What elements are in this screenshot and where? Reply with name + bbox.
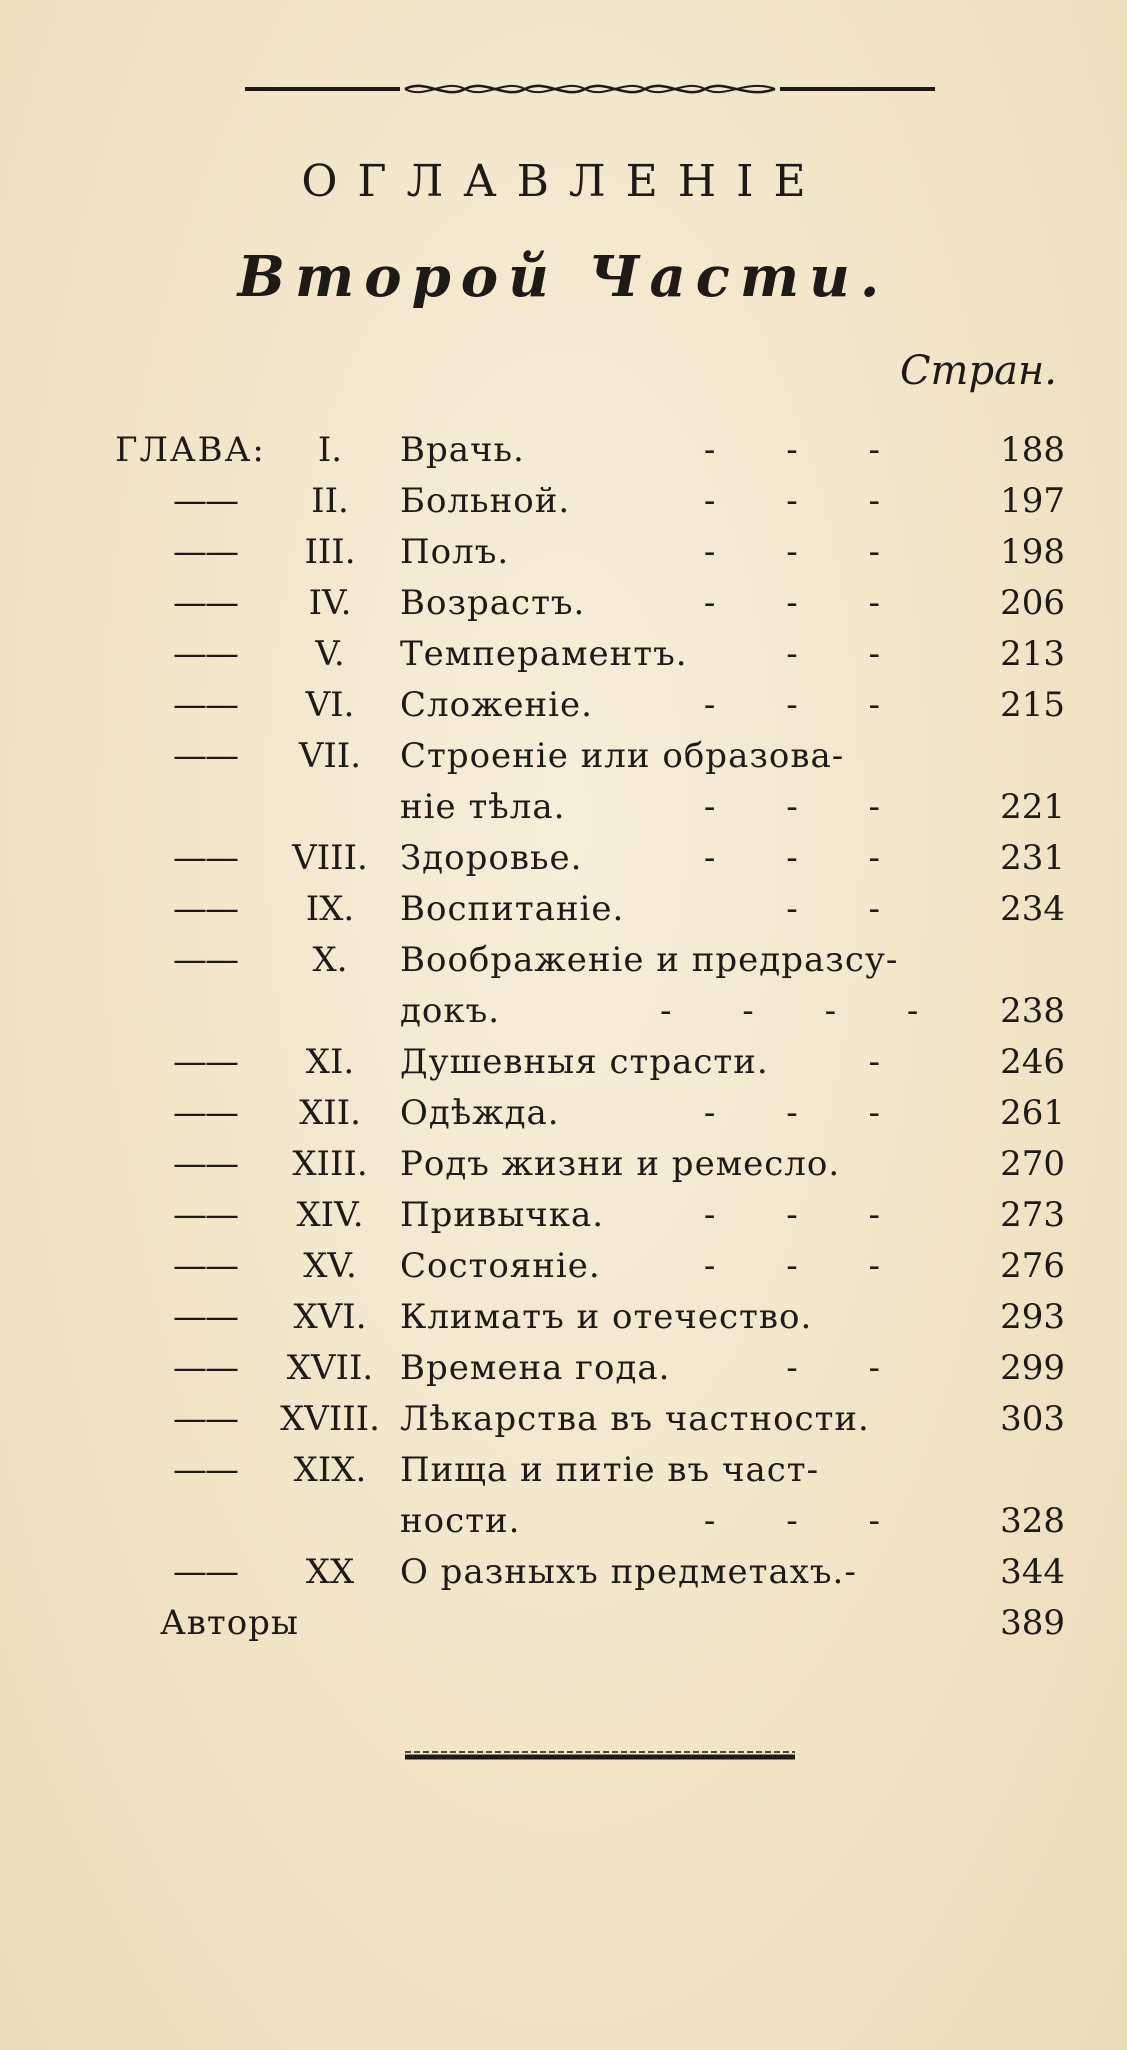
chapter-title: докъ.	[400, 991, 501, 1031]
ditto-dash: ——	[173, 1297, 237, 1337]
chapter-title: Здоровье.	[400, 838, 583, 878]
page-number: 213	[1000, 634, 1065, 674]
toc-row-17[interactable]	[0, 1348, 1127, 1398]
toc-row-4[interactable]	[0, 583, 1127, 633]
ditto-dash: ——	[173, 583, 237, 623]
chapter-title: Привычка.	[400, 1195, 605, 1235]
chapter-title: Времена года.	[400, 1348, 671, 1388]
ditto-dash: ——	[173, 481, 237, 521]
chapter-title: ности.	[400, 1501, 521, 1541]
ditto-dash: ——	[173, 532, 237, 572]
page-number: 328	[1000, 1501, 1065, 1541]
ditto-dash: ——	[173, 1246, 237, 1286]
chapter-title: Пища и питіе въ част-	[400, 1450, 820, 1490]
toc-row-11[interactable]	[0, 1042, 1127, 1092]
page-number: 197	[1000, 481, 1065, 521]
toc-row-5[interactable]	[0, 634, 1127, 684]
chapter-number: IX.	[305, 889, 355, 929]
toc-row-14[interactable]	[0, 1195, 1127, 1245]
page-number: 299	[1000, 1348, 1065, 1388]
dot-leader: - - -	[703, 481, 910, 521]
chapter-number: XII.	[299, 1093, 361, 1133]
page-number: 270	[1000, 1144, 1065, 1184]
page-number: 276	[1000, 1246, 1065, 1286]
toc-row-10[interactable]	[0, 940, 1127, 990]
dot-leader: - - -	[703, 787, 910, 827]
chapter-title: О разныхъ предметахъ.-	[400, 1552, 857, 1592]
chapter-number: XI.	[305, 1042, 355, 1082]
chapter-title: Строеніе или образова-	[400, 736, 845, 776]
ditto-dash: ——	[173, 940, 237, 980]
chapter-title: Лѣкарства въ частности.	[400, 1399, 870, 1439]
page-number: 238	[1000, 991, 1065, 1031]
dot-leader: - - - -	[660, 991, 949, 1031]
ditto-dash: ——	[173, 1399, 237, 1439]
chapter-number: XVI.	[293, 1297, 367, 1337]
ditto-dash: ——	[173, 1144, 237, 1184]
chapter-title: Темпераментъ.	[400, 634, 688, 674]
page-number: 303	[1000, 1399, 1065, 1439]
dot-leader: - - -	[703, 1246, 910, 1286]
chapter-title: ніе тѣла.	[400, 787, 566, 827]
chapter-number: VIII.	[292, 838, 368, 878]
ditto-dash: ——	[173, 889, 237, 929]
page-column-label: Стран.	[899, 348, 1057, 394]
chapter-number: XVII.	[286, 1348, 374, 1388]
page-number: 206	[1000, 583, 1065, 623]
chapter-title: Сложеніе.	[400, 685, 593, 725]
page-number: 273	[1000, 1195, 1065, 1235]
dot-leader: - - -	[703, 532, 910, 572]
chapter-number: II.	[311, 481, 349, 521]
bottom-ornament-rule	[405, 1750, 795, 1764]
chapter-number: XIX.	[293, 1450, 367, 1490]
chapter-number: I.	[317, 430, 343, 470]
page-number: 246	[1000, 1042, 1065, 1082]
chapter-title: Состояніе.	[400, 1246, 601, 1286]
toc-row-8[interactable]	[0, 838, 1127, 888]
page-number: 188	[1000, 430, 1065, 470]
page-number: 231	[1000, 838, 1065, 878]
toc-row-3[interactable]	[0, 532, 1127, 582]
dot-leader: - - -	[703, 1093, 910, 1133]
page-number: 293	[1000, 1297, 1065, 1337]
ditto-dash: ——	[173, 1552, 237, 1592]
chapter-number: XIV.	[296, 1195, 364, 1235]
page-number: 215	[1000, 685, 1065, 725]
chapter-number: IV.	[308, 583, 352, 623]
top-ornament-rule	[245, 78, 935, 100]
dot-leader: - - -	[703, 685, 910, 725]
toc-row-18[interactable]	[0, 1399, 1127, 1449]
contents-title: ОГЛАВЛЕНІЕ	[301, 156, 826, 207]
toc-row-6[interactable]	[0, 685, 1127, 735]
toc-row-19[interactable]	[0, 1450, 1127, 1500]
toc-prefix: ГЛАВА:	[115, 430, 266, 470]
chapter-title: Душевныя страсти.	[400, 1042, 769, 1082]
page-number: 198	[1000, 532, 1065, 572]
chapter-title: Врачь.	[400, 430, 525, 470]
ditto-dash: ——	[173, 1348, 237, 1388]
ditto-dash: ——	[173, 1093, 237, 1133]
ditto-dash: ——	[173, 634, 237, 674]
chapter-title: Климатъ и отечество.	[400, 1297, 813, 1337]
toc-row-15[interactable]	[0, 1246, 1127, 1296]
chapter-title: Одѣжда.	[400, 1093, 560, 1133]
dot-leader: -	[868, 1042, 910, 1082]
chapter-number: VI.	[305, 685, 355, 725]
toc-row-7-continued[interactable]	[0, 787, 1127, 837]
toc-row-1[interactable]	[0, 430, 1127, 480]
toc-row-12[interactable]	[0, 1093, 1127, 1143]
dot-leader: - - -	[703, 838, 910, 878]
chapter-number: XIII.	[292, 1144, 368, 1184]
chapter-number: V.	[315, 634, 345, 674]
toc-row-19-continued[interactable]	[0, 1501, 1127, 1551]
chapter-number: III.	[304, 532, 356, 572]
page-number: 389	[1000, 1603, 1065, 1643]
ditto-dash: ——	[173, 1450, 237, 1490]
chapter-number: XX	[305, 1552, 355, 1592]
toc-row-10-continued[interactable]	[0, 991, 1127, 1041]
ditto-dash: ——	[173, 1195, 237, 1235]
toc-row-20[interactable]	[0, 1552, 1127, 1602]
toc-row-2[interactable]	[0, 481, 1127, 531]
chapter-title: Родъ жизни и ремесло.	[400, 1144, 841, 1184]
toc-row-16[interactable]	[0, 1297, 1127, 1347]
authors-label: Авторы	[160, 1603, 299, 1643]
toc-row-9[interactable]	[0, 889, 1127, 939]
chapter-title: Возрастъ.	[400, 583, 586, 623]
part-subtitle: Второй Части.	[237, 244, 890, 310]
toc-row-authors[interactable]	[0, 1603, 1127, 1653]
ditto-dash: ——	[173, 685, 237, 725]
dot-leader: - -	[786, 889, 910, 929]
dot-leader: - - -	[703, 1501, 910, 1541]
dot-leader: - - -	[703, 1195, 910, 1235]
dot-leader: - -	[786, 1348, 910, 1388]
chapter-title: Воображеніе и предразсу-	[400, 940, 899, 980]
toc-row-7[interactable]	[0, 736, 1127, 786]
chapter-title: Полъ.	[400, 532, 510, 572]
page-number: 261	[1000, 1093, 1065, 1133]
dot-leader: - -	[786, 634, 910, 674]
chapter-number: XV.	[303, 1246, 357, 1286]
page-number: 234	[1000, 889, 1065, 929]
chapter-number: X.	[312, 940, 348, 980]
chapter-number: VII.	[298, 736, 362, 776]
ditto-dash: ——	[173, 736, 237, 776]
ditto-dash: ——	[173, 1042, 237, 1082]
ditto-dash: ——	[173, 838, 237, 878]
chapter-number: XVIII.	[280, 1399, 380, 1439]
toc-row-13[interactable]	[0, 1144, 1127, 1194]
dot-leader: - - -	[703, 583, 910, 623]
page-number: 344	[1000, 1552, 1065, 1592]
dot-leader: - - -	[703, 430, 910, 470]
page-number: 221	[1000, 787, 1065, 827]
chapter-title: Воспитаніе.	[400, 889, 625, 929]
chapter-title: Больной.	[400, 481, 571, 521]
